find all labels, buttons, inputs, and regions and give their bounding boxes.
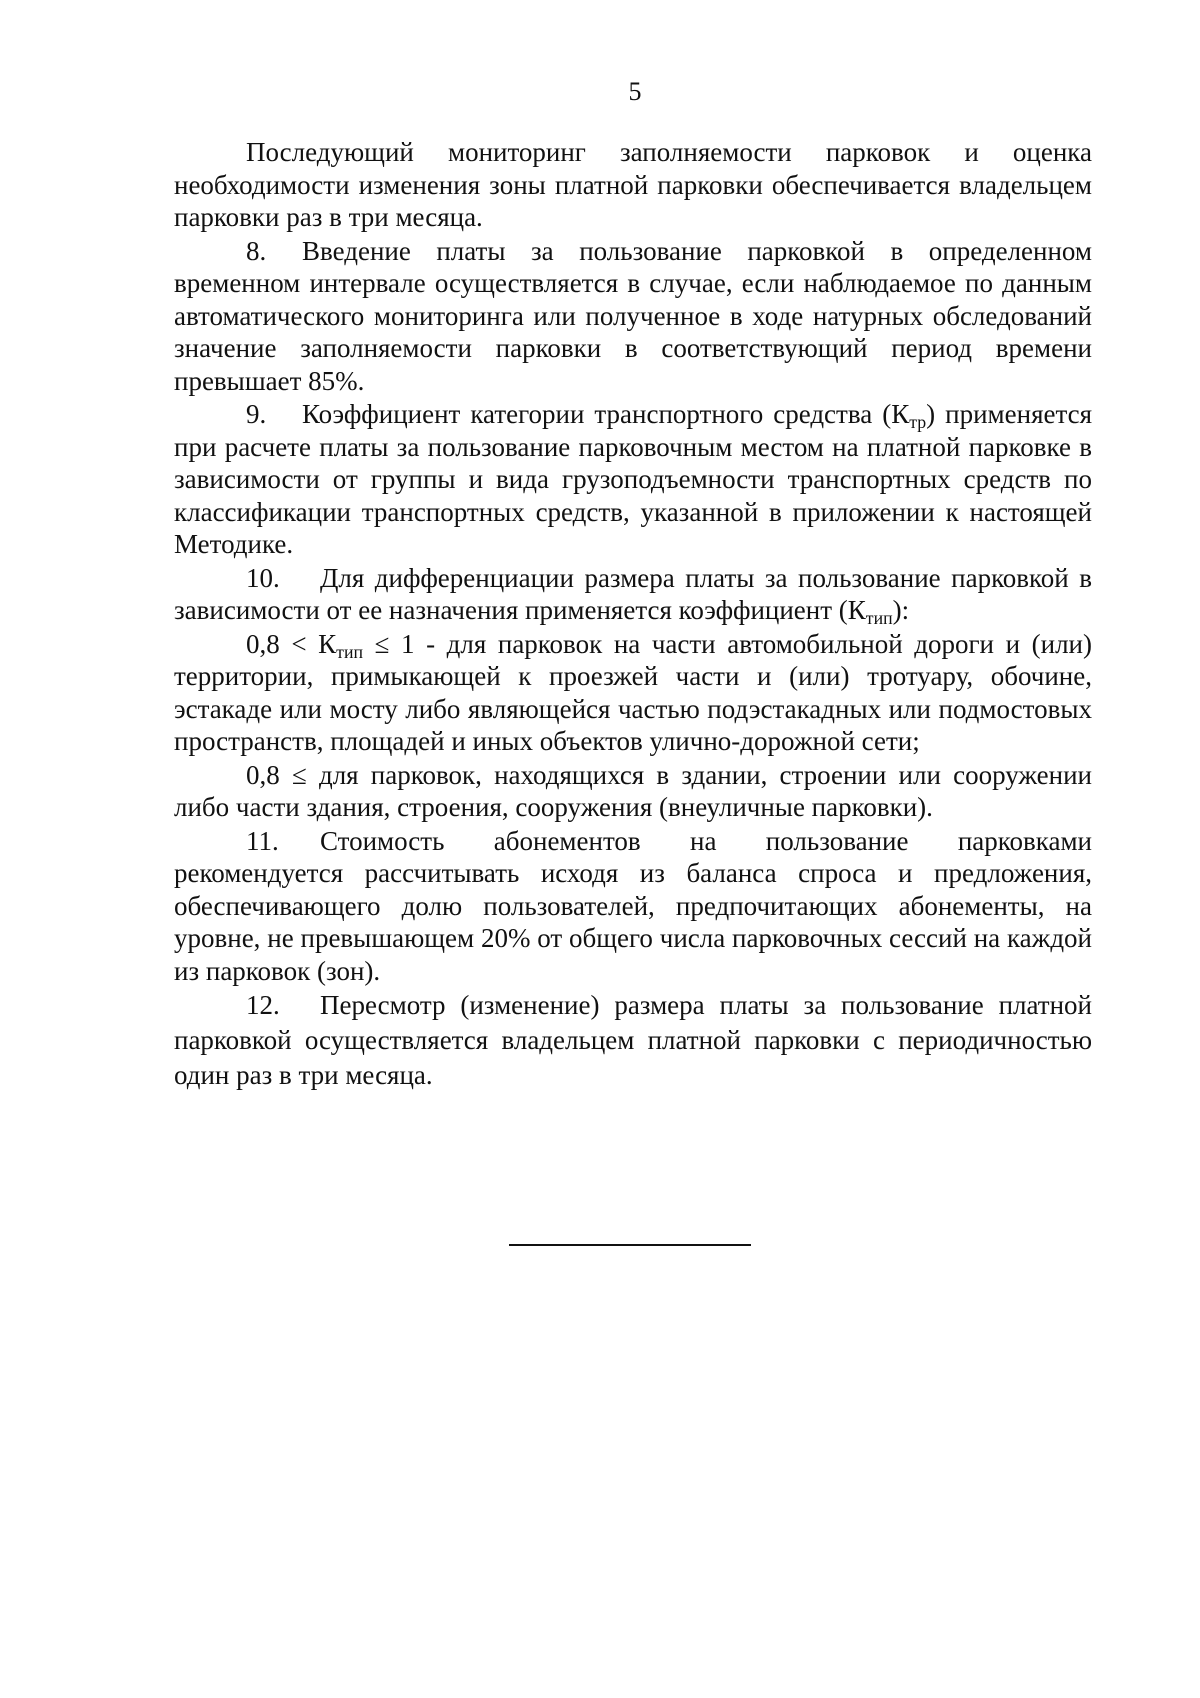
paragraph-11 [174, 825, 1092, 988]
paragraph-10-range-1-text-a: 0,8 < К [246, 628, 337, 659]
paragraph-9-subscript: тр [909, 411, 927, 432]
paragraph-10-range-2-text: 0,8 ≤ для парковок, находящихся в здании, строении или сооружении либо части здания, строения, сооружения (внеуличные парковки). [174, 759, 1092, 822]
paragraph-11-number: 11. [246, 825, 279, 856]
paragraph-8 [174, 235, 1092, 398]
paragraph-10-subscript: тип [865, 607, 893, 628]
paragraph-10-range-1-text-b: ≤ 1 - для парковок на части автомобильной дороги и (или) территории, примыкающей к проезжей части и (или) тротуару, обочине, эстакаде или мосту либо являющейся частью подэстакадных или подмостовых пространств, площадей и иных объектов улично-дорожной сети; [174, 628, 1092, 756]
paragraph-10-number: 10. [246, 562, 280, 593]
paragraph-12-number: 12. [246, 990, 280, 1020]
paragraph-11-text: Стоимость абонементов на пользование парковками рекомендуется рассчитывать исходя из баланса спроса и предложения, обеспечивающего долю пользователей, предпочитающих абонементы, на уровне, не превышающем 20% от общего числа парковочных сессий на каждой из парковок (зон). [174, 825, 1092, 986]
paragraph-8-text: Введение платы за пользование парковкой в определенном временном интервале осуществляется в случае, если наблюдаемое по данным автоматического мониторинга или полученное в ходе натурных обследований значение заполняемости парковки в соответствующий период времени превышает 85%. [174, 235, 1092, 396]
paragraph-9-text-b: ) применяется при расчете платы за пользование парковочным местом на платной парковке в зависимости от группы и вида грузоподъемности транспортных средств по классификации транспортных средств, указанной в приложении к настоящей Методике. [174, 399, 1093, 559]
paragraph-8-number: 8. [246, 235, 267, 266]
paragraph-10-range-1-subscript: тип [336, 641, 364, 662]
paragraph-12-text: Пересмотр (изменение) размера платы за пользование платной парковкой осуществляется владельцем платной парковки с периодичностью один раз в три месяца. [174, 990, 1092, 1090]
page-number: 5 [628, 77, 642, 106]
paragraph-9-text-a: Коэффициент категории транспортного средства (К [302, 399, 910, 429]
paragraph-9 [174, 398, 1092, 561]
paragraph-12 [174, 988, 1092, 1093]
paragraph-9-number: 9. [246, 399, 267, 429]
end-of-document-rule [509, 1244, 751, 1246]
paragraph-10 [174, 562, 1092, 627]
paragraph-10-text-a: Для дифференциации размера платы за пользование парковкой в зависимости от ее назначения применяется коэффициент (К [174, 562, 1092, 625]
paragraph-10-range-1 [174, 628, 1092, 758]
paragraph-monitoring-text: Последующий мониторинг заполняемости парковок и оценка необходимости изменения зоны платной парковки обеспечивается владельцем парковки раз в три месяца. [174, 137, 1092, 232]
paragraph-monitoring [174, 136, 1092, 234]
document-body [174, 136, 1092, 1094]
paragraph-10-text-b: ): [892, 595, 910, 625]
paragraph-10-range-2 [174, 759, 1092, 824]
